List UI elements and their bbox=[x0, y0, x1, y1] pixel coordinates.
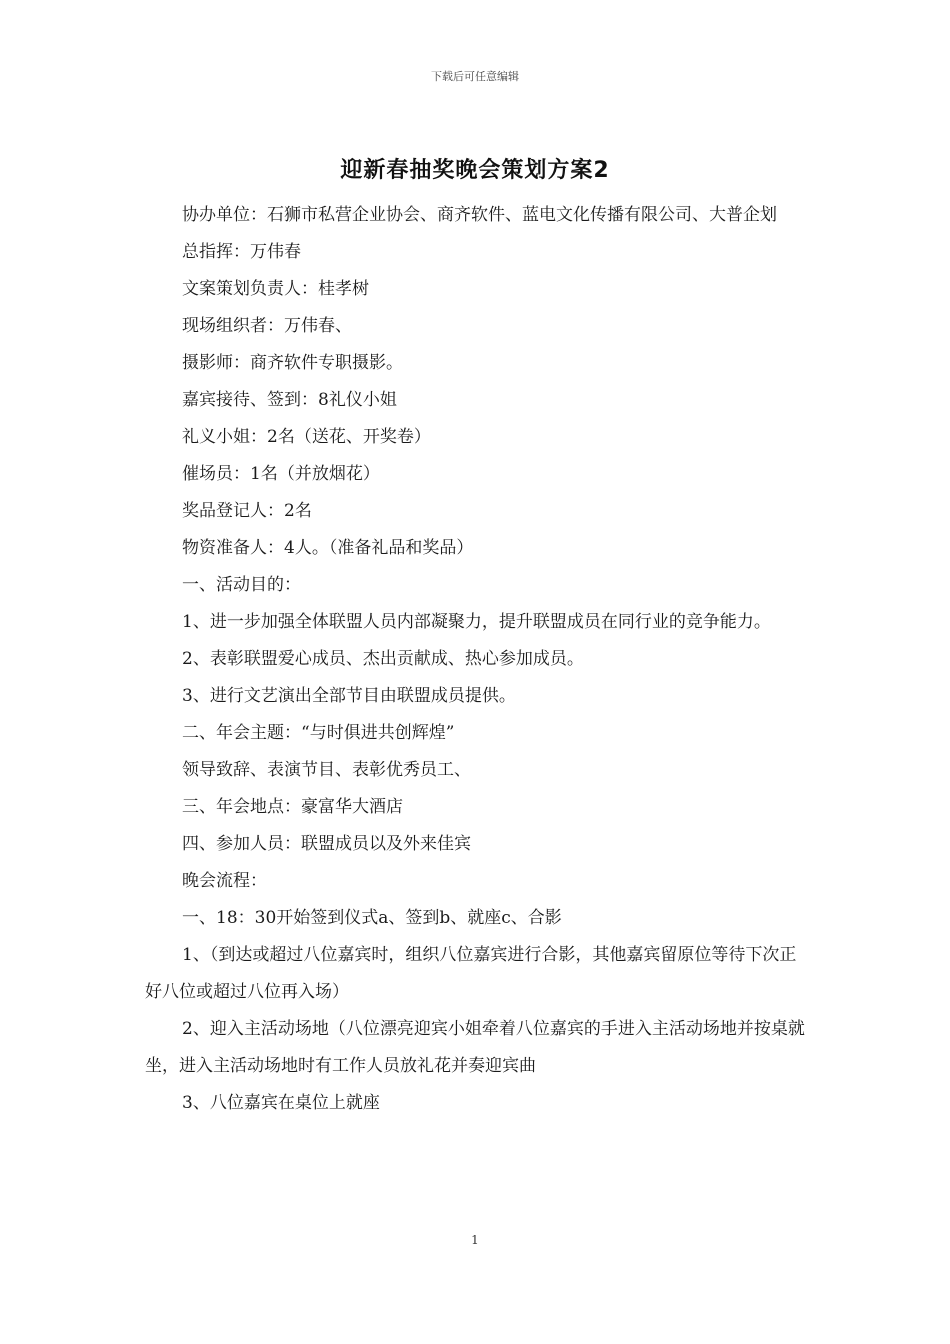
paragraph: 协办单位：石狮市私营企业协会、商齐软件、蓝电文化传播有限公司、大普企划 bbox=[182, 205, 777, 225]
paragraph: 2、迎入主活动场地（八位漂亮迎宾小姐牵着八位嘉宾的手进入主活动场地并按桌就坐，进入主活动场地时有工作人员放礼花并奏迎宾曲 bbox=[145, 1019, 805, 1076]
section-heading: 四、参加人员：联盟成员以及外来佳宾 bbox=[182, 834, 471, 854]
paragraph: 摄影师：商齐软件专职摄影。 bbox=[182, 353, 403, 373]
paragraph: 文案策划负责人：桂孝树 bbox=[182, 279, 369, 299]
header-note: 下载后可任意编辑 bbox=[431, 70, 519, 83]
paragraph: 1、进一步加强全体联盟人员内部凝聚力，提升联盟成员在同行业的竞争能力。 bbox=[182, 612, 771, 632]
paragraph: 礼义小姐：2名（送花、开奖卷） bbox=[182, 427, 431, 447]
paragraph: 1、（到达或超过八位嘉宾时，组织八位嘉宾进行合影，其他嘉宾留原位等待下次正好八位或超过八位再入场） bbox=[145, 945, 797, 1002]
page-number: 1 bbox=[471, 1233, 479, 1247]
paragraph: 2、表彰联盟爱心成员、杰出贡献成、热心参加成员。 bbox=[182, 649, 584, 669]
paragraph: 催场员：1名（并放烟花） bbox=[182, 464, 380, 484]
section-heading: 晚会流程： bbox=[182, 871, 267, 891]
document-body bbox=[145, 197, 810, 1122]
paragraph: 一、18：30开始签到仪式a、签到b、就座c、合影 bbox=[182, 908, 562, 928]
paragraph: 奖品登记人：2名 bbox=[182, 501, 312, 521]
document-title: 迎新春抽奖晚会策划方案2 bbox=[340, 158, 610, 183]
paragraph: 嘉宾接待、签到：8礼仪小姐 bbox=[182, 390, 397, 410]
paragraph: 现场组织者：万伟春、 bbox=[182, 316, 352, 336]
section-heading: 一、活动目的： bbox=[182, 575, 301, 595]
paragraph: 物资准备人：4人。（准备礼品和奖品） bbox=[182, 538, 474, 558]
paragraph: 领导致辞、表演节目、表彰优秀员工、 bbox=[182, 760, 471, 780]
paragraph: 3、进行文艺演出全部节目由联盟成员提供。 bbox=[182, 686, 516, 706]
section-heading: 二、年会主题：“与时俱进共创辉煌” bbox=[182, 723, 455, 743]
paragraph: 3、八位嘉宾在桌位上就座 bbox=[182, 1093, 380, 1113]
section-heading: 三、年会地点：豪富华大酒店 bbox=[182, 797, 403, 817]
paragraph: 总指挥：万伟春 bbox=[182, 242, 301, 262]
